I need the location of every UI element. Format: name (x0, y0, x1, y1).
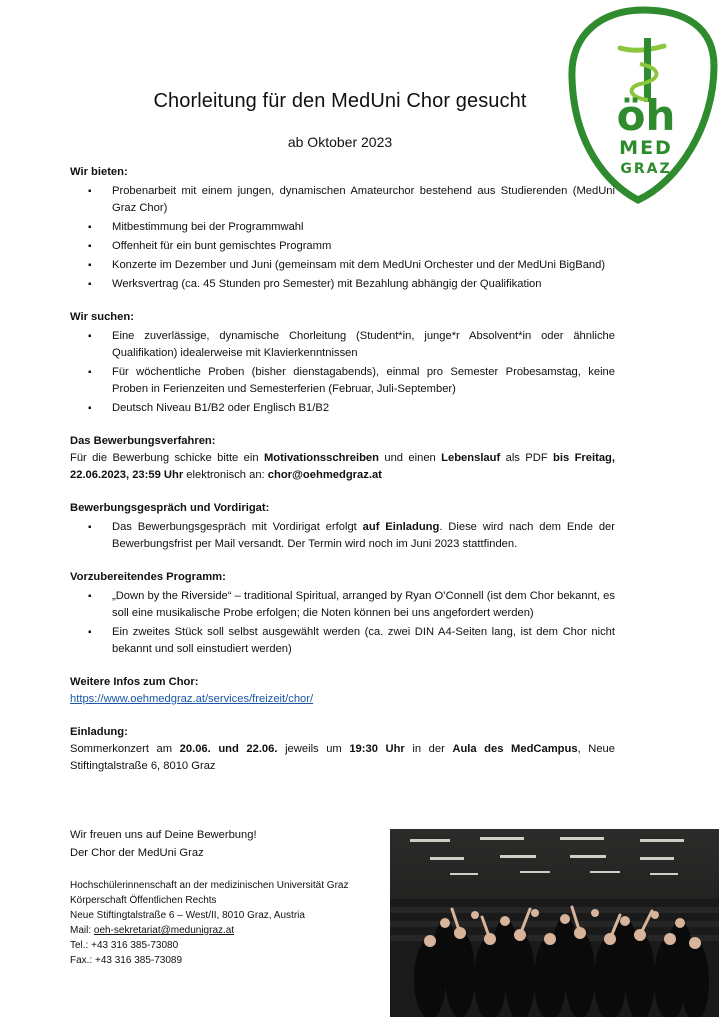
contact-fax: Fax.: +43 316 385-73089 (70, 955, 183, 966)
text-run: und einen (378, 452, 442, 464)
text-bold: Aula des MedCampus (452, 743, 578, 755)
invitation-paragraph (70, 741, 615, 775)
bullet-list (70, 588, 615, 658)
page-subtitle: ab Oktober 2023 (287, 134, 393, 150)
choir-photo (390, 829, 719, 1017)
text-run: Für die Bewerbung schicke bitte ein (70, 452, 264, 464)
section-wir-bieten (70, 164, 615, 293)
contact-type: Körperschaft Öffentlichen Rechts (70, 895, 217, 906)
list-item: ▪ Mitbestimmung bei der Programmwahl (112, 219, 615, 236)
bullet-list (70, 183, 615, 293)
text-run: jeweils um (277, 743, 350, 755)
text-run: Das Bewerbungsgespräch mit Vordirigat erfolgt (112, 521, 363, 533)
section-heading: Bewerbungsgespräch und Vordirigat: (70, 502, 270, 514)
text-run: elektronisch an: (183, 469, 268, 481)
deadline-bold: bis Freitag, 22.06.2023, 23:59 Uhr (70, 452, 615, 481)
text-bold: 20.06. und 22.06. (179, 743, 278, 755)
text-bold: Motivationsschreiben (263, 452, 379, 464)
text-run: in der (404, 743, 453, 755)
list-item: ▪ Probenarbeit mit einem jungen, dynamischen Amateurchor bestehend aus Studierenden (MedUni Graz Chor) (112, 183, 615, 217)
section-programm (70, 569, 615, 658)
list-item (112, 519, 615, 553)
section-heading: Wir suchen: (70, 311, 134, 323)
text-run: . Diese wird nach dem Ende der Bewerbungsfrist per Mail versandt. Der Termin wird noch im Juni 2023 stattfinden. (112, 521, 615, 550)
section-wir-suchen (70, 309, 615, 417)
mail-label: Mail: (70, 925, 94, 936)
main-content (70, 164, 615, 791)
list-item: ▪ Ein zweites Stück soll selbst ausgewählt werden (ca. zwei DIN A4-Seiten lang, ist dem Chor nicht bekannt und soll einstudiert werden) (112, 624, 615, 658)
text-bold: 19:30 Uhr (349, 743, 405, 755)
section-einladung (70, 724, 615, 775)
section-heading: Vorzubereitendes Programm: (70, 571, 226, 583)
contact-mail-line (70, 923, 390, 938)
bullet-list (70, 328, 615, 417)
list-item: ▪ „Down by the Riverside“ – traditional Spiritual, arranged by Ryan O’Connell (ist dem Chor bekannt, es soll eine musikalische Probe erfolgen; die Noten können bei uns angefordert werden) (112, 588, 615, 622)
text-run: Sommerkonzert am (70, 743, 180, 755)
section-heading: Einladung: (70, 726, 128, 738)
list-item: ▪ Für wöchentliche Proben (bisher dienstagabends), einmal pro Semester Probesamstag, keine Proben in Ferienzeiten und Semesterferien (Februar, Juli-September) (112, 364, 615, 398)
page-title: Chorleitung für den MedUni Chor gesucht (153, 90, 527, 112)
text-bold: auf Einladung (362, 521, 440, 533)
list-item: ▪ Offenheit für ein bunt gemischtes Programm (112, 238, 615, 255)
list-item: ▪ Konzerte im Dezember und Juni (gemeinsam mit dem MedUni Orchester und der MedUni BigBand) (112, 257, 615, 274)
section-weitere-infos (70, 674, 615, 708)
text-run: , Neue Stiftingtalstraße 6, 8010 Graz (70, 743, 615, 772)
choir-info-link[interactable]: https://www.oehmedgraz.at/services/freizeit/chor/ (70, 693, 314, 705)
application-paragraph (70, 450, 615, 484)
section-heading: Weitere Infos zum Chor: (70, 676, 199, 688)
contact-block (70, 878, 390, 968)
section-bewerbungsverfahren (70, 433, 615, 484)
logo-text-oeh: öh (616, 91, 676, 140)
section-heading: Das Bewerbungsverfahren: (70, 435, 216, 447)
closing-signature: Der Chor der MedUni Graz (70, 847, 204, 859)
section-bewerbungsgespraech (70, 500, 615, 553)
closing-block (70, 826, 390, 862)
list-item: ▪ Werksvertrag (ca. 45 Stunden pro Semester) mit Bezahlung abhängig der Qualifikation (112, 276, 615, 293)
section-heading: Wir bieten: (70, 166, 128, 178)
logo-text-med: MED (619, 137, 673, 159)
application-email[interactable]: chor@oehmedgraz.at (267, 469, 382, 481)
contact-address: Neue Stiftingtalstraße 6 – West/II, 8010 Graz, Austria (70, 910, 305, 921)
text-run: als PDF (500, 452, 554, 464)
choir-photo-image (390, 829, 719, 1017)
list-item: ▪ Deutsch Niveau B1/B2 oder Englisch B1/B2 (112, 400, 615, 417)
text-bold: Lebenslauf (441, 452, 501, 464)
contact-org: Hochschülerinnenschaft an der medizinischen Universität Graz (70, 880, 349, 891)
contact-mail-link[interactable]: oeh-sekretariat@medunigraz.at (93, 925, 235, 936)
contact-tel: Tel.: +43 316 385-73080 (70, 940, 179, 951)
logo-text-graz: GRAZ (620, 161, 672, 177)
list-item: ▪ Eine zuverlässige, dynamische Chorleitung (Student*in, junge*r Absolvent*in oder ähnliche Qualifikation) idealerweise mit Klavierkenntnissen (112, 328, 615, 362)
closing-line: Wir freuen uns auf Deine Bewerbung! (70, 829, 257, 841)
bullet-list (70, 519, 615, 553)
